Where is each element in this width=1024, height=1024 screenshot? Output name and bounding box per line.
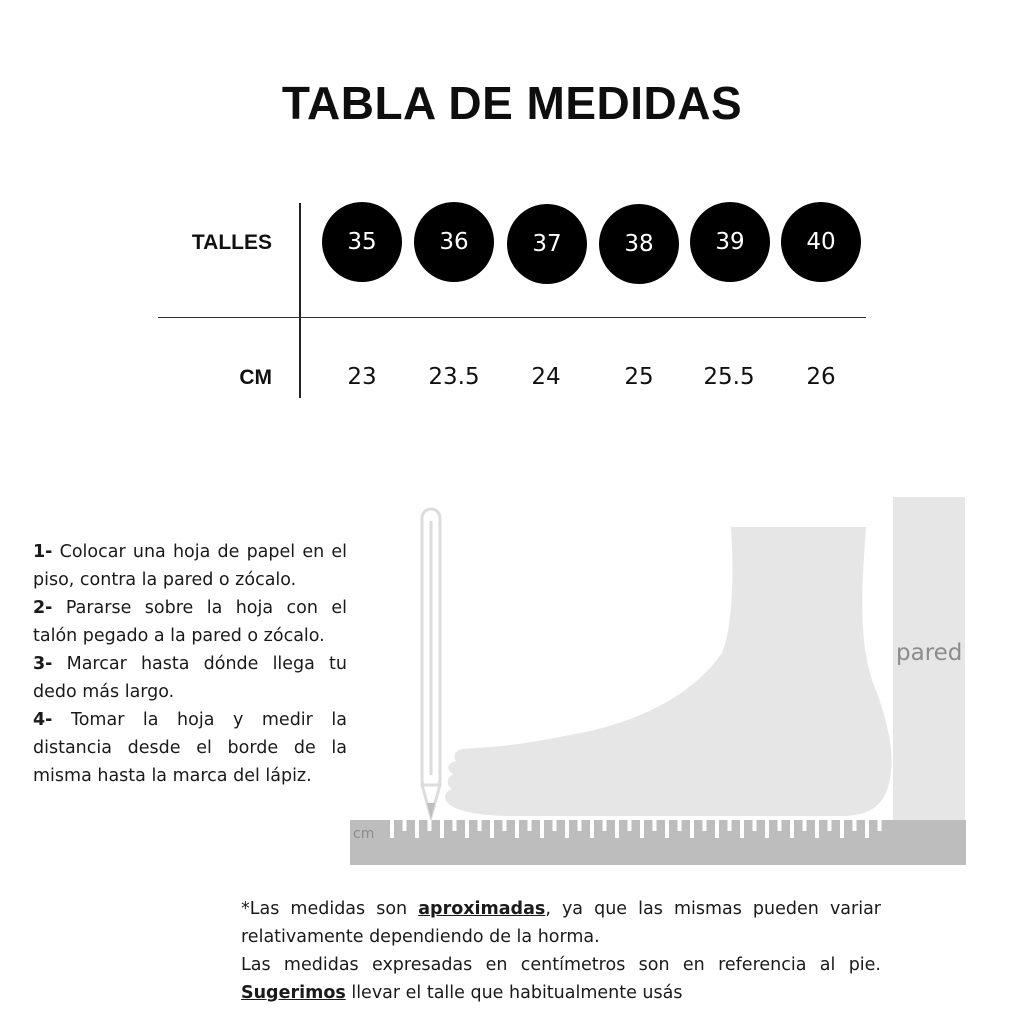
ruler-tick (853, 820, 857, 831)
pencil-icon (422, 509, 440, 819)
ruler-tick (628, 820, 632, 831)
ruler-tick (490, 820, 494, 838)
ruler-tick (878, 820, 882, 831)
cm-row-label: CM (239, 366, 272, 389)
instructions-list (33, 538, 347, 790)
page-title: TABLA DE MEDIDAS (281, 77, 743, 129)
instruction-step-3 (33, 650, 347, 706)
ruler-tick (590, 820, 594, 838)
instruction-step-4 (33, 706, 347, 790)
ruler-tick (703, 820, 707, 831)
instruction-step-1 (33, 538, 347, 594)
ruler-tick (465, 820, 469, 838)
note-emphasis-aproximadas: aproximadas (418, 899, 546, 919)
ruler-tick (740, 820, 744, 838)
size-circle-38: 38 (599, 204, 679, 284)
note-text: *Las medidas son (241, 899, 419, 919)
note-text: llevar el talle que habitualmente usás (345, 983, 683, 1003)
ruler-tick (840, 820, 844, 838)
size-circle-37: 37 (507, 204, 587, 284)
ruler-tick (865, 820, 869, 838)
cm-value-36: 23.5 (428, 364, 480, 390)
cm-value-37: 24 (531, 364, 561, 390)
table-horizontal-divider (158, 317, 866, 318)
step-text: Tomar la hoja y medir la distancia desde el borde de la misma hasta la marca del lápiz. (33, 710, 347, 786)
cm-value-35: 23 (347, 364, 377, 390)
ruler-label: cm (353, 826, 375, 842)
size-circle-39: 39 (690, 202, 770, 282)
ruler-tick (728, 820, 732, 831)
ruler-tick (790, 820, 794, 838)
foot-shape (445, 527, 891, 816)
size-circle-36: 36 (414, 202, 494, 282)
ruler-tick (503, 820, 507, 831)
ruler-tick (690, 820, 694, 838)
ruler-tick (753, 820, 757, 831)
ruler-tick (553, 820, 557, 831)
cm-value-38: 25 (624, 364, 654, 390)
ruler-tick (403, 820, 407, 831)
ruler-tick (390, 820, 394, 838)
ruler-tick (603, 820, 607, 831)
ruler (350, 820, 966, 865)
step-text: Marcar hasta dónde llega tu dedo más largo. (33, 654, 347, 702)
ruler-tick (815, 820, 819, 838)
ruler-tick (540, 820, 544, 838)
disclaimer-note (241, 895, 881, 1007)
ruler-tick (428, 820, 432, 831)
size-circle-35: 35 (322, 202, 402, 282)
ruler-tick (778, 820, 782, 831)
note-paragraph-2 (241, 951, 881, 1007)
wall-label: pared (896, 640, 963, 666)
ruler-tick (665, 820, 669, 838)
note-text: , ya que las mismas pueden variar relativamente dependiendo de la horma. (241, 899, 881, 947)
instruction-step-2 (33, 594, 347, 650)
sizes-row-label: TALLES (191, 231, 272, 254)
step-number: 3- (33, 654, 53, 674)
table-vertical-divider (299, 203, 301, 398)
step-number: 2- (33, 598, 53, 618)
ruler-tick (440, 820, 444, 838)
ruler-tick (765, 820, 769, 838)
ruler-tick (615, 820, 619, 838)
ruler-tick (678, 820, 682, 831)
note-emphasis-sugerimos: Sugerimos (241, 983, 346, 1003)
step-text: Colocar una hoja de papel en el piso, contra la pared o zócalo. (33, 542, 347, 590)
note-paragraph-1 (241, 895, 881, 951)
foot-measurement-illustration (350, 495, 966, 867)
cm-value-39: 25.5 (703, 364, 755, 390)
size-circle-40: 40 (781, 202, 861, 282)
ruler-tick (578, 820, 582, 831)
ruler-tick (715, 820, 719, 838)
ruler-tick (528, 820, 532, 831)
cm-value-40: 26 (806, 364, 836, 390)
step-text: Pararse sobre la hoja con el talón pegado a la pared o zócalo. (33, 598, 347, 646)
step-number: 4- (33, 710, 53, 730)
ruler-tick (478, 820, 482, 831)
ruler-tick (640, 820, 644, 838)
ruler-tick (828, 820, 832, 831)
ruler-tick (415, 820, 419, 838)
ruler-tick (453, 820, 457, 831)
step-number: 1- (33, 542, 53, 562)
ruler-tick (653, 820, 657, 831)
note-text: Las medidas expresadas en centímetros son en referencia al pie. (241, 955, 881, 975)
ruler-tick (515, 820, 519, 838)
ruler-tick (803, 820, 807, 831)
ruler-tick (565, 820, 569, 838)
